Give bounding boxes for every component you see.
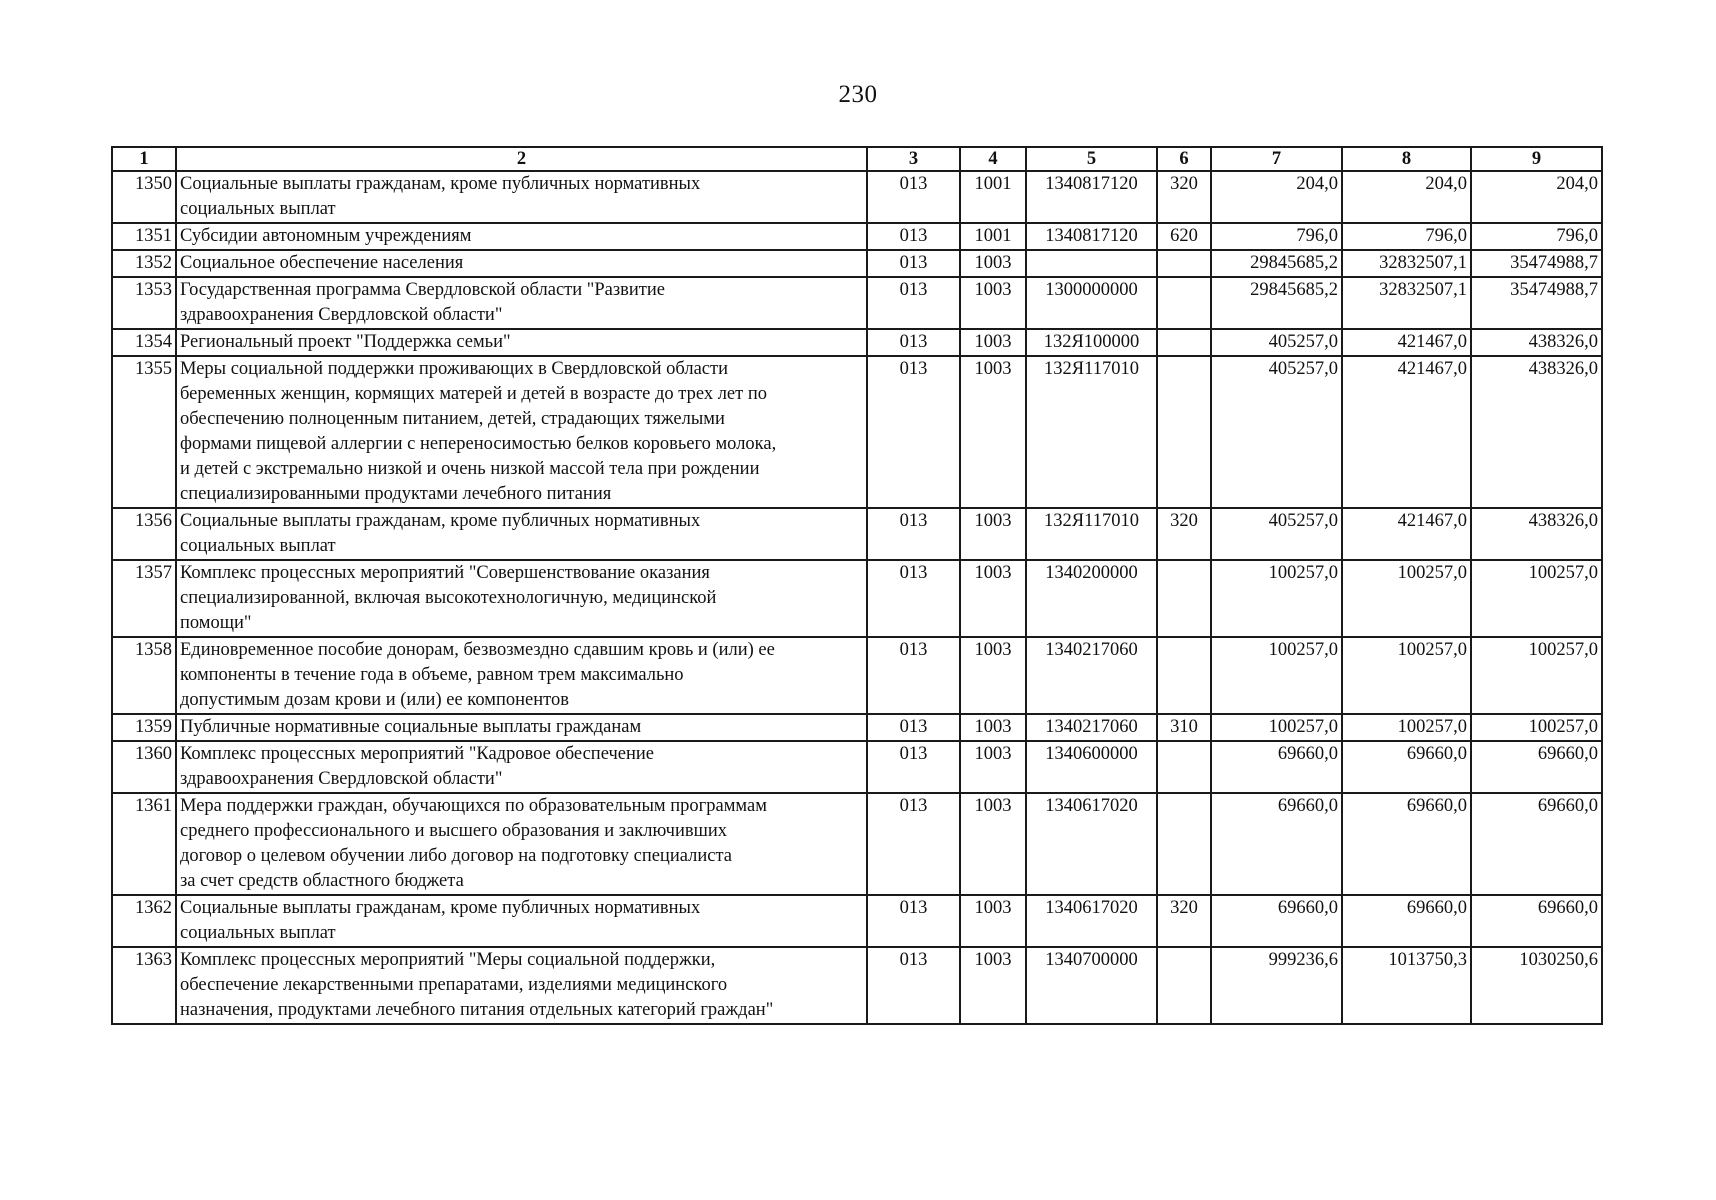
amount-cell-col8: 1013750,3 xyxy=(1342,947,1471,1024)
amount-cell-col8: 69660,0 xyxy=(1342,741,1471,793)
amount-cell-col9: 35474988,7 xyxy=(1471,250,1602,277)
expense-type-cell xyxy=(1157,741,1211,793)
row-name-cell xyxy=(176,637,867,714)
amount-cell-col7: 405257,0 xyxy=(1211,329,1342,356)
section-code-cell: 1003 xyxy=(960,947,1026,1024)
section-code-cell: 1001 xyxy=(960,171,1026,223)
row-name-line: Мера поддержки граждан, обучающихся по образовательным программам xyxy=(180,796,767,816)
amount-cell-col8: 421467,0 xyxy=(1342,508,1471,560)
expense-type-cell: 320 xyxy=(1157,895,1211,947)
row-name-line: обеспечение лекарственными препаратами, изделиями медицинского xyxy=(180,975,728,995)
row-number-cell: 1353 xyxy=(112,277,176,329)
row-name-line: Единовременное пособие донорам, безвозмездно сдавшим кровь и (или) ее xyxy=(180,640,775,660)
row-name-cell xyxy=(176,329,867,356)
ministry-code-cell: 013 xyxy=(867,356,960,508)
row-name-cell xyxy=(176,508,867,560)
column-header: 8 xyxy=(1342,147,1471,171)
amount-cell-col9: 438326,0 xyxy=(1471,356,1602,508)
column-header: 9 xyxy=(1471,147,1602,171)
amount-cell-col7: 100257,0 xyxy=(1211,714,1342,741)
amount-cell-col9: 35474988,7 xyxy=(1471,277,1602,329)
amount-cell-col9: 100257,0 xyxy=(1471,714,1602,741)
expense-type-cell xyxy=(1157,277,1211,329)
amount-cell-col7: 204,0 xyxy=(1211,171,1342,223)
ministry-code-cell: 013 xyxy=(867,895,960,947)
amount-cell-col7: 100257,0 xyxy=(1211,637,1342,714)
amount-cell-col9: 100257,0 xyxy=(1471,560,1602,637)
target-article-cell: 1340217060 xyxy=(1026,714,1157,741)
table-row xyxy=(112,171,1602,223)
target-article-cell: 132Я100000 xyxy=(1026,329,1157,356)
row-name-cell xyxy=(176,560,867,637)
column-header: 3 xyxy=(867,147,960,171)
target-article-cell: 1340700000 xyxy=(1026,947,1157,1024)
expense-type-cell xyxy=(1157,250,1211,277)
section-code-cell: 1003 xyxy=(960,714,1026,741)
row-name-line: социальных выплат xyxy=(180,923,336,943)
table-row xyxy=(112,508,1602,560)
row-name-line: Региональный проект "Поддержка семьи" xyxy=(180,332,511,352)
ministry-code-cell: 013 xyxy=(867,560,960,637)
table-row xyxy=(112,223,1602,250)
section-code-cell: 1003 xyxy=(960,560,1026,637)
ministry-code-cell: 013 xyxy=(867,714,960,741)
table-row xyxy=(112,637,1602,714)
column-header: 2 xyxy=(176,147,867,171)
amount-cell-col7: 405257,0 xyxy=(1211,356,1342,508)
amount-cell-col9: 204,0 xyxy=(1471,171,1602,223)
row-name-line: Социальные выплаты гражданам, кроме публичных нормативных xyxy=(180,511,701,531)
row-number-cell: 1362 xyxy=(112,895,176,947)
ministry-code-cell: 013 xyxy=(867,508,960,560)
row-name-line: беременных женщин, кормящих матерей и детей в возрасте до трех лет по xyxy=(180,384,767,404)
amount-cell-col8: 32832507,1 xyxy=(1342,250,1471,277)
row-name-cell xyxy=(176,250,867,277)
table-row xyxy=(112,329,1602,356)
table-row xyxy=(112,947,1602,1024)
table-row xyxy=(112,741,1602,793)
row-name-line: социальных выплат xyxy=(180,199,336,219)
expense-type-cell xyxy=(1157,560,1211,637)
ministry-code-cell: 013 xyxy=(867,223,960,250)
amount-cell-col8: 69660,0 xyxy=(1342,793,1471,895)
row-name-line: социальных выплат xyxy=(180,536,336,556)
column-header: 7 xyxy=(1211,147,1342,171)
row-name-line: Комплекс процессных мероприятий "Кадровое обеспечение xyxy=(180,744,654,764)
target-article-cell: 1340617020 xyxy=(1026,793,1157,895)
amount-cell-col9: 1030250,6 xyxy=(1471,947,1602,1024)
section-code-cell: 1003 xyxy=(960,793,1026,895)
row-name-cell xyxy=(176,277,867,329)
row-number-cell: 1359 xyxy=(112,714,176,741)
row-name-line: Меры социальной поддержки проживающих в Свердловской области xyxy=(180,359,729,379)
column-header: 1 xyxy=(112,147,176,171)
row-number-cell: 1354 xyxy=(112,329,176,356)
row-name-line: Социальное обеспечение населения xyxy=(180,253,464,273)
amount-cell-col8: 100257,0 xyxy=(1342,637,1471,714)
row-name-line: среднего профессионального и высшего образования и заключивших xyxy=(180,821,727,841)
row-name-line: здравоохранения Свердловской области" xyxy=(180,305,503,325)
ministry-code-cell: 013 xyxy=(867,741,960,793)
column-header: 4 xyxy=(960,147,1026,171)
expense-type-cell: 310 xyxy=(1157,714,1211,741)
table-row xyxy=(112,250,1602,277)
ministry-code-cell: 013 xyxy=(867,250,960,277)
row-name-line: здравоохранения Свердловской области" xyxy=(180,769,503,789)
amount-cell-col8: 421467,0 xyxy=(1342,329,1471,356)
target-article-cell: 132Я117010 xyxy=(1026,356,1157,508)
row-number-cell: 1350 xyxy=(112,171,176,223)
amount-cell-col9: 69660,0 xyxy=(1471,741,1602,793)
section-code-cell: 1003 xyxy=(960,895,1026,947)
row-name-line: обеспечению полноценным питанием, детей, страдающих тяжелыми xyxy=(180,409,725,429)
ministry-code-cell: 013 xyxy=(867,329,960,356)
table-body xyxy=(112,171,1602,1024)
section-code-cell: 1003 xyxy=(960,250,1026,277)
amount-cell-col7: 69660,0 xyxy=(1211,741,1342,793)
row-number-cell: 1356 xyxy=(112,508,176,560)
ministry-code-cell: 013 xyxy=(867,947,960,1024)
expense-type-cell xyxy=(1157,356,1211,508)
row-name-cell xyxy=(176,947,867,1024)
row-name-line: Социальные выплаты гражданам, кроме публичных нормативных xyxy=(180,174,701,194)
table-row xyxy=(112,895,1602,947)
expense-type-cell xyxy=(1157,793,1211,895)
row-name-line: Социальные выплаты гражданам, кроме публичных нормативных xyxy=(180,898,701,918)
row-name-cell xyxy=(176,356,867,508)
row-number-cell: 1351 xyxy=(112,223,176,250)
row-name-cell xyxy=(176,223,867,250)
ministry-code-cell: 013 xyxy=(867,637,960,714)
amount-cell-col9: 438326,0 xyxy=(1471,329,1602,356)
target-article-cell: 1340217060 xyxy=(1026,637,1157,714)
amount-cell-col7: 796,0 xyxy=(1211,223,1342,250)
amount-cell-col8: 796,0 xyxy=(1342,223,1471,250)
expense-type-cell xyxy=(1157,329,1211,356)
expense-type-cell: 620 xyxy=(1157,223,1211,250)
amount-cell-col8: 100257,0 xyxy=(1342,560,1471,637)
section-code-cell: 1003 xyxy=(960,741,1026,793)
section-code-cell: 1003 xyxy=(960,277,1026,329)
row-number-cell: 1357 xyxy=(112,560,176,637)
target-article-cell: 1340200000 xyxy=(1026,560,1157,637)
table-header-row xyxy=(112,147,1602,171)
row-name-line: компоненты в течение года в объеме, равном трем максимально xyxy=(180,665,684,685)
amount-cell-col8: 32832507,1 xyxy=(1342,277,1471,329)
row-number-cell: 1360 xyxy=(112,741,176,793)
row-name-line: помощи" xyxy=(180,613,252,633)
target-article-cell: 1340817120 xyxy=(1026,223,1157,250)
ministry-code-cell: 013 xyxy=(867,793,960,895)
target-article-cell: 1300000000 xyxy=(1026,277,1157,329)
amount-cell-col9: 69660,0 xyxy=(1471,793,1602,895)
expense-type-cell xyxy=(1157,637,1211,714)
target-article-cell: 1340817120 xyxy=(1026,171,1157,223)
amount-cell-col9: 100257,0 xyxy=(1471,637,1602,714)
amount-cell-col8: 69660,0 xyxy=(1342,895,1471,947)
target-article-cell xyxy=(1026,250,1157,277)
amount-cell-col9: 796,0 xyxy=(1471,223,1602,250)
expense-type-cell xyxy=(1157,947,1211,1024)
row-name-line: специализированной, включая высокотехнологичную, медицинской xyxy=(180,588,717,608)
section-code-cell: 1003 xyxy=(960,329,1026,356)
table-row xyxy=(112,793,1602,895)
section-code-cell: 1003 xyxy=(960,356,1026,508)
row-name-cell xyxy=(176,741,867,793)
row-name-line: назначения, продуктами лечебного питания отдельных категорий граждан" xyxy=(180,1000,774,1020)
row-name-cell xyxy=(176,793,867,895)
amount-cell-col7: 69660,0 xyxy=(1211,793,1342,895)
column-header: 6 xyxy=(1157,147,1211,171)
amount-cell-col8: 204,0 xyxy=(1342,171,1471,223)
target-article-cell: 1340617020 xyxy=(1026,895,1157,947)
column-header: 5 xyxy=(1026,147,1157,171)
amount-cell-col7: 999236,6 xyxy=(1211,947,1342,1024)
row-number-cell: 1352 xyxy=(112,250,176,277)
section-code-cell: 1003 xyxy=(960,508,1026,560)
amount-cell-col9: 69660,0 xyxy=(1471,895,1602,947)
table-row xyxy=(112,356,1602,508)
row-name-line: Комплекс процессных мероприятий "Совершенствование оказания xyxy=(180,563,710,583)
row-name-cell xyxy=(176,171,867,223)
row-name-line: Публичные нормативные социальные выплаты гражданам xyxy=(180,717,642,737)
row-name-cell xyxy=(176,895,867,947)
row-number-cell: 1355 xyxy=(112,356,176,508)
expense-type-cell: 320 xyxy=(1157,508,1211,560)
row-name-line: специализированными продуктами лечебного питания xyxy=(180,484,612,504)
amount-cell-col7: 69660,0 xyxy=(1211,895,1342,947)
row-name-line: формами пищевой аллергии с непереносимостью белков коровьего молока, xyxy=(180,434,777,454)
amount-cell-col7: 29845685,2 xyxy=(1211,250,1342,277)
ministry-code-cell: 013 xyxy=(867,277,960,329)
budget-table xyxy=(111,146,1603,1025)
table-row xyxy=(112,277,1602,329)
amount-cell-col7: 29845685,2 xyxy=(1211,277,1342,329)
page-number: 230 xyxy=(838,81,878,108)
row-name-line: Комплекс процессных мероприятий "Меры социальной поддержки, xyxy=(180,950,716,970)
section-code-cell: 1001 xyxy=(960,223,1026,250)
row-number-cell: 1358 xyxy=(112,637,176,714)
row-number-cell: 1363 xyxy=(112,947,176,1024)
section-code-cell: 1003 xyxy=(960,637,1026,714)
amount-cell-col7: 100257,0 xyxy=(1211,560,1342,637)
row-name-cell xyxy=(176,714,867,741)
table-row xyxy=(112,560,1602,637)
amount-cell-col8: 421467,0 xyxy=(1342,356,1471,508)
amount-cell-col8: 100257,0 xyxy=(1342,714,1471,741)
row-number-cell: 1361 xyxy=(112,793,176,895)
amount-cell-col7: 405257,0 xyxy=(1211,508,1342,560)
row-name-line: Субсидии автономным учреждениям xyxy=(180,226,472,246)
row-name-line: и детей с экстремально низкой и очень низкой массой тела при рождении xyxy=(180,459,760,479)
expense-type-cell: 320 xyxy=(1157,171,1211,223)
target-article-cell: 1340600000 xyxy=(1026,741,1157,793)
amount-cell-col9: 438326,0 xyxy=(1471,508,1602,560)
target-article-cell: 132Я117010 xyxy=(1026,508,1157,560)
row-name-line: допустимым дозам крови и (или) ее компонентов xyxy=(180,690,569,710)
row-name-line: за счет средств областного бюджета xyxy=(180,871,464,891)
table-row xyxy=(112,714,1602,741)
ministry-code-cell: 013 xyxy=(867,171,960,223)
row-name-line: Государственная программа Свердловской области "Развитие xyxy=(180,280,665,300)
row-name-line: договор о целевом обучении либо договор на подготовку специалиста xyxy=(180,846,732,866)
